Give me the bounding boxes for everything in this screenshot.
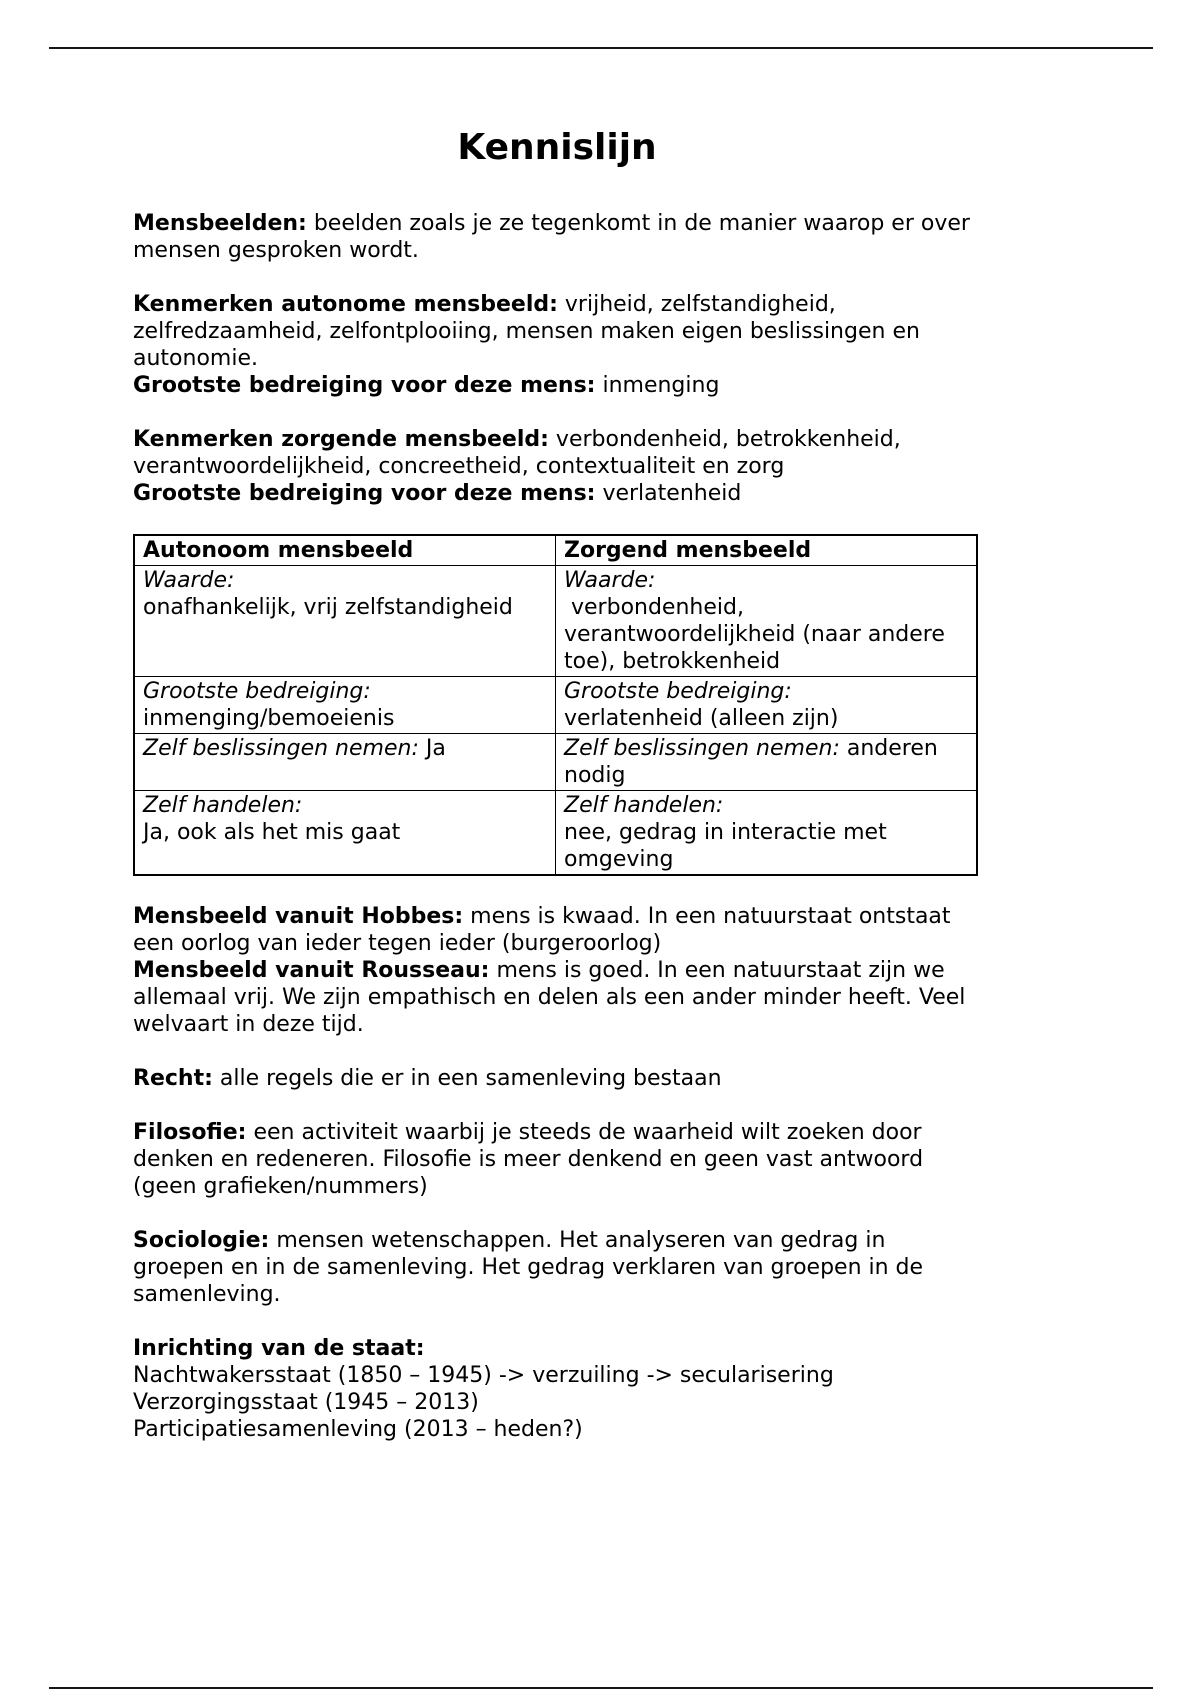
paragraph-part: [133, 426, 981, 480]
paragraph-filosofie: [133, 1119, 981, 1200]
paragraph-sociologie: [133, 1227, 981, 1308]
bold-lead: Grootste bedreiging voor deze mens:: [133, 481, 596, 506]
paragraph-text: verlatenheid: [595, 481, 742, 506]
table-header-autonoom: Autonoom mensbeeld: [134, 535, 556, 566]
paragraph-kenmerken-zorgende: [133, 426, 981, 507]
paragraph-recht: [133, 1065, 981, 1092]
paragraph-text: alle regels die er in een samenleving bestaan: [212, 1066, 722, 1091]
bold-lead: Grootste bedreiging voor deze mens:: [133, 373, 596, 398]
table-cell: [134, 791, 556, 876]
page-top-rule: [49, 47, 1153, 49]
bold-lead: Recht:: [133, 1066, 213, 1091]
cell-label: Grootste bedreiging:: [564, 679, 792, 704]
page-title: Kennislijn: [457, 127, 657, 168]
table-cell: [556, 566, 978, 677]
page-bottom-rule: [49, 1687, 1153, 1689]
cell-text: verbondenheid, verantwoordelijkheid (naar andere toe), betrokkenheid: [564, 595, 952, 674]
cell-text: nee, gedrag in interactie met omgeving: [564, 820, 894, 872]
paragraph-text: vrijheid, zelfstandigheid, zelfredzaamheid, zelfontplooiing, mensen maken eigen beslissingen en autonomie.: [133, 292, 920, 371]
paragraph-kenmerken-autonome: [133, 291, 981, 399]
mensbeeld-comparison-table: [133, 534, 978, 876]
cell-label: Zelf handelen:: [143, 793, 303, 818]
bold-lead: Kenmerken autonome mensbeeld:: [133, 292, 558, 317]
bold-lead: Mensbeeld vanuit Rousseau:: [133, 958, 490, 983]
paragraph-part: [133, 480, 981, 507]
cell-label: Zelf handelen:: [564, 793, 724, 818]
bold-lead: Mensbeeld vanuit Hobbes:: [133, 904, 464, 929]
cell-text: anderen nodig: [564, 736, 945, 788]
paragraph-part: [133, 1065, 981, 1092]
paragraph-text: een activiteit waarbij je steeds de waarheid wilt zoeken door denken en redeneren. Filosofie is meer denkend en geen vast antwoord (geen grafieken/nummers): [133, 1120, 924, 1199]
paragraph-text: mens is goed. In een natuurstaat zijn we allemaal vrij. We zijn empathisch en delen als een ander minder heeft. Veel welvaart in deze tijd.: [133, 958, 966, 1037]
bold-lead: Sociologie:: [133, 1228, 270, 1253]
bold-lead: Inrichting van de staat:: [133, 1336, 425, 1361]
table-cell: [556, 677, 978, 734]
cell-label: Grootste bedreiging:: [143, 679, 371, 704]
paragraph-part: [133, 1227, 981, 1308]
paragraph-part: [133, 372, 981, 399]
paragraph-mensbeelden: [133, 210, 981, 264]
table-cell: [134, 677, 556, 734]
cell-text: Ja: [418, 736, 446, 761]
cell-label: Waarde:: [564, 568, 656, 593]
table-cell: [134, 734, 556, 791]
paragraph-part: [133, 210, 981, 264]
cell-label: Zelf beslissingen nemen:: [564, 736, 840, 761]
staat-line-participatiesamenleving: Participatiesamenleving (2013 – heden?): [133, 1417, 583, 1442]
bold-lead: Filosofie:: [133, 1120, 247, 1145]
paragraph-part: [133, 957, 981, 1038]
table-cell: [556, 791, 978, 876]
cell-label: Waarde:: [143, 568, 235, 593]
table-cell: [556, 734, 978, 791]
bold-lead: Mensbeelden:: [133, 211, 307, 236]
table-row-bedreiging: [134, 677, 977, 734]
paragraph-text: mensen wetenschappen. Het analyseren van gedrag in groepen en in de samenleving. Het gedrag verklaren van groepen in de samenleving.: [133, 1228, 924, 1307]
paragraph-text: beelden zoals je ze tegenkomt in de manier waarop er over mensen gesproken wordt.: [133, 211, 970, 263]
paragraph-part: [133, 903, 981, 957]
document-content: [133, 0, 981, 1443]
table-header-zorgend: Zorgend mensbeeld: [556, 535, 978, 566]
bold-lead: Kenmerken zorgende mensbeeld:: [133, 427, 549, 452]
cell-text: verlatenheid (alleen zijn): [564, 706, 839, 731]
cell-text: onafhankelijk, vrij zelfstandigheid: [143, 595, 513, 620]
table-row-beslissingen: [134, 734, 977, 791]
table-row-handelen: [134, 791, 977, 876]
table-row-waarde: [134, 566, 977, 677]
table-cell: [134, 566, 556, 677]
paragraph-part: [133, 1119, 981, 1200]
table-header-row: [134, 535, 977, 566]
cell-text: Ja, ook als het mis gaat: [143, 820, 401, 845]
cell-label: Zelf beslissingen nemen:: [143, 736, 419, 761]
paragraph-inrichting-staat: [133, 1335, 981, 1443]
paragraph-part: [133, 291, 981, 372]
staat-line-nachtwakersstaat: Nachtwakersstaat (1850 – 1945) -> verzuiling -> secularisering: [133, 1363, 834, 1388]
paragraph-text: inmenging: [595, 373, 720, 398]
paragraph-text: verbondenheid, betrokkenheid, verantwoordelijkheid, concreetheid, contextualiteit en zorg: [133, 427, 901, 479]
cell-text: inmenging/bemoeienis: [143, 706, 395, 731]
paragraph-text: mens is kwaad. In een natuurstaat ontstaat een oorlog van ieder tegen ieder (burgeroorlog): [133, 904, 951, 956]
paragraph-hobbes-rousseau: [133, 903, 981, 1038]
staat-line-verzorgingsstaat: Verzorgingsstaat (1945 – 2013): [133, 1390, 479, 1415]
